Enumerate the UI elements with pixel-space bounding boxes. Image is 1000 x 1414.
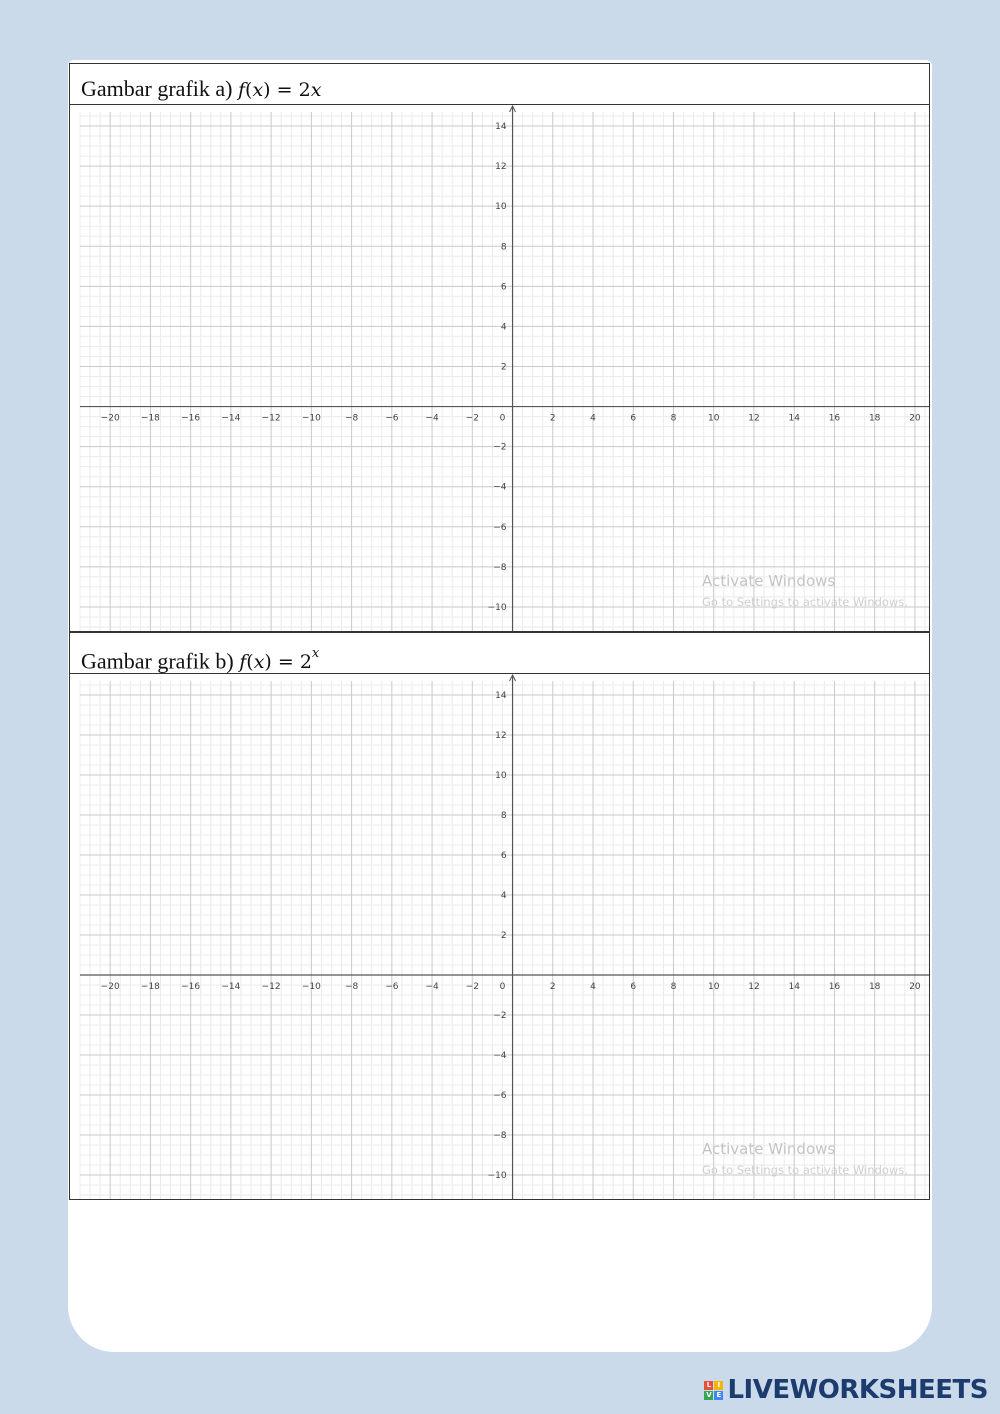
x-tick-label: −16: [181, 982, 201, 992]
x-tick-label: −16: [181, 413, 201, 424]
x-tick-label: 18: [868, 413, 881, 424]
y-tick-label: −8: [493, 562, 507, 573]
y-tick-label: −6: [493, 522, 507, 533]
x-tick-label: 20: [909, 982, 921, 992]
x-tick-label: −12: [261, 413, 281, 424]
graph-panel-a: [69, 63, 930, 632]
x-tick-label: 4: [590, 982, 596, 992]
y-tick-label: 2: [500, 931, 507, 941]
y-tick-label: −10: [487, 602, 507, 613]
y-tick-label: 4: [500, 322, 507, 333]
y-tick-label: 14: [495, 691, 507, 701]
y-tick-label: −2: [493, 442, 507, 453]
activate-windows-watermark: Activate Windows: [702, 572, 836, 590]
x-tick-label: −12: [261, 982, 281, 992]
y-tick-label: 14: [495, 122, 507, 133]
x-tick-label: 16: [828, 982, 841, 992]
activate-windows-watermark-subtext: Go to Settings to activate Windows.: [702, 1163, 908, 1177]
x-tick-label: 14: [788, 413, 800, 424]
y-tick-label: −4: [493, 1051, 507, 1061]
x-tick-label: 8: [670, 982, 677, 992]
x-tick-label: −18: [140, 413, 160, 424]
x-tick-label: 16: [828, 413, 841, 424]
y-tick-label: −4: [493, 482, 507, 493]
x-tick-label: 10: [708, 982, 720, 992]
x-tick-label: −2: [465, 413, 479, 424]
y-tick-label: 6: [500, 282, 507, 293]
x-tick-label: 18: [868, 982, 881, 992]
y-tick-label: 8: [500, 242, 507, 253]
x-tick-label: 4: [590, 413, 596, 424]
x-tick-label: −4: [425, 413, 439, 424]
coordinate-grid-b[interactable]: [70, 673, 929, 1199]
y-tick-label: −10: [487, 1171, 507, 1181]
y-tick-label: 8: [500, 811, 507, 821]
graph-panel-b: [69, 632, 930, 1200]
function-formula: $f(x) = 2^x$: [239, 646, 320, 674]
x-tick-label: −20: [100, 413, 120, 424]
x-tick-label: 8: [670, 413, 677, 424]
x-tick-label: −14: [221, 982, 241, 992]
y-tick-label: 4: [500, 891, 507, 901]
y-tick-label: 10: [495, 771, 507, 781]
x-tick-label: −10: [301, 982, 321, 992]
x-tick-label: 12: [748, 982, 760, 992]
liveworksheets-logo[interactable]: [704, 1373, 988, 1407]
activate-windows-watermark-subtext: Go to Settings to activate Windows.: [702, 595, 908, 609]
x-tick-label: −4: [425, 982, 439, 992]
y-tick-label: −2: [493, 1011, 507, 1021]
x-tick-label: 14: [788, 982, 800, 992]
y-tick-label: 10: [495, 202, 507, 213]
y-tick-label: −6: [493, 1091, 507, 1101]
y-tick-label: 2: [500, 362, 507, 373]
title-prefix: Gambar grafik a): [81, 76, 238, 101]
x-tick-label: 12: [748, 413, 760, 424]
x-tick-label: −14: [221, 413, 241, 424]
liveworksheets-icon: L I V E: [704, 1381, 723, 1400]
x-tick-label: −6: [385, 982, 399, 992]
x-tick-label: −20: [100, 982, 120, 992]
x-tick-label: 2: [549, 982, 556, 992]
x-tick-label: −8: [344, 413, 359, 424]
coordinate-grid-a[interactable]: [70, 104, 929, 631]
x-tick-label: −8: [344, 982, 359, 992]
x-tick-label: −2: [465, 982, 479, 992]
x-tick-label: 0: [499, 413, 506, 424]
graph-title-a: [70, 64, 929, 105]
y-tick-label: 12: [495, 731, 507, 741]
x-tick-label: 0: [499, 982, 506, 992]
title-prefix: Gambar grafik b): [81, 648, 240, 674]
y-tick-label: 6: [500, 851, 507, 861]
activate-windows-watermark: Activate Windows: [702, 1140, 836, 1158]
function-formula: f(x) = 2x: [237, 79, 322, 101]
graph-title-b: [70, 633, 929, 674]
x-tick-label: −10: [301, 413, 321, 424]
x-tick-label: −18: [140, 982, 160, 992]
y-tick-label: 12: [495, 162, 507, 173]
x-tick-label: 20: [909, 413, 921, 424]
y-tick-label: −8: [493, 1131, 507, 1141]
x-tick-label: 10: [708, 413, 720, 424]
brand-name: LIVEWORKSHEETS: [727, 1375, 988, 1405]
x-tick-label: −6: [385, 413, 399, 424]
x-tick-label: 2: [549, 413, 556, 424]
x-tick-label: 6: [630, 982, 637, 992]
x-tick-label: 6: [630, 413, 637, 424]
